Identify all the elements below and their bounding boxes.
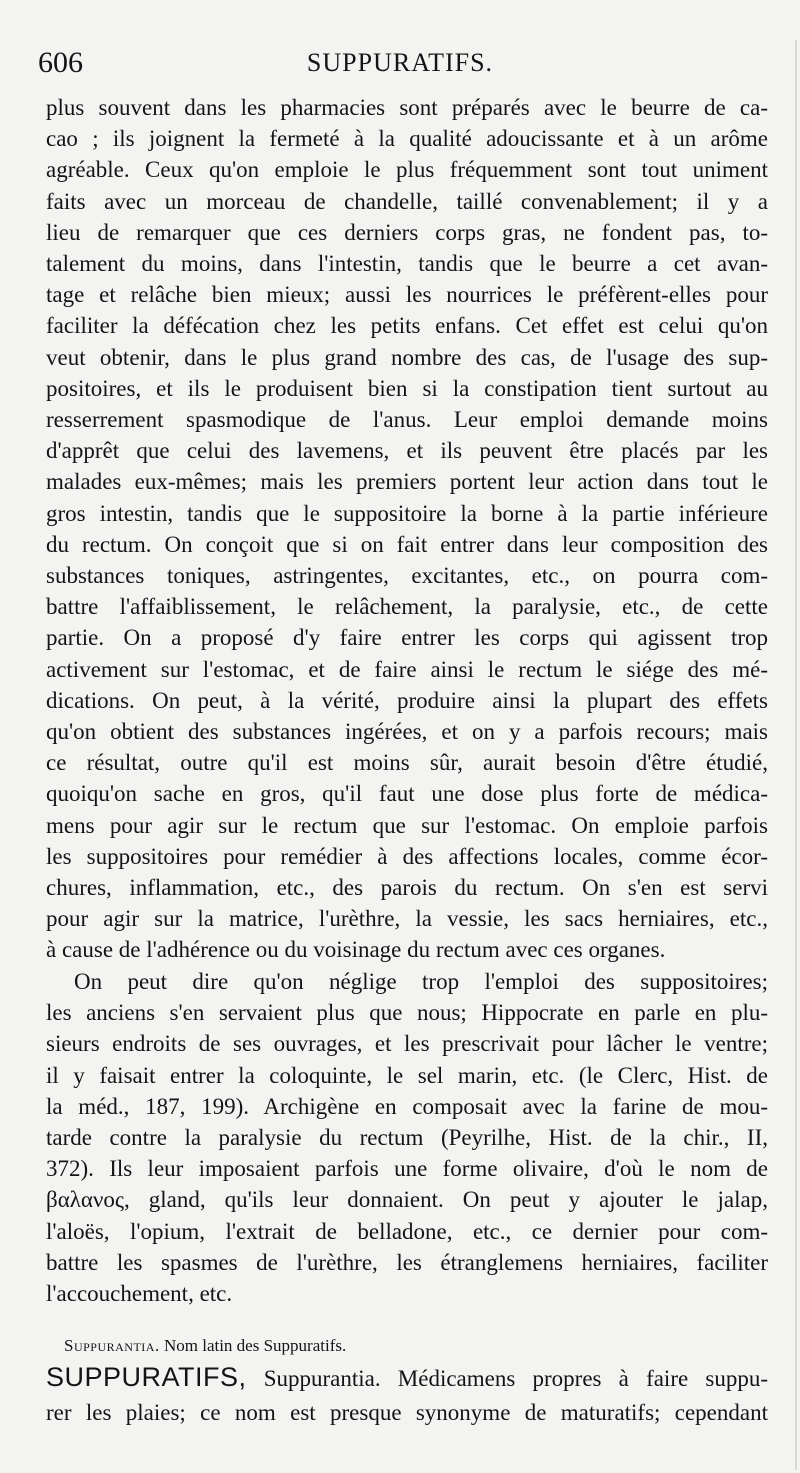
page-header [0, 46, 800, 86]
text-line: plus souvent dans les pharmacies sont préparés avec le beurre de ca- [46, 95, 768, 120]
text-line: veut obtenir, dans le plus grand nombre des cas, de l'usage des sup- [46, 344, 768, 370]
text-line: l'aloës, l'opium, l'extrait de belladone, etc., ce dernier pour com- [46, 1218, 768, 1244]
text-line: dications. On peut, à la vérité, produire ainsi la plupart des effets [46, 687, 768, 713]
body-paragraph-2 [46, 966, 768, 1309]
entry-line-1 [46, 1360, 768, 1396]
page-number: 606 [38, 46, 83, 79]
text-line: d'apprêt que celui des lavemens, et ils peuvent être placés par les [46, 438, 768, 464]
text-line: tage et relâche bien mieux; aussi les nourrices le préfèrent-elles pour [46, 282, 768, 308]
text-line: activement sur l'estomac, et de faire ainsi le rectum le siége des mé- [46, 656, 768, 682]
text-line: mens pour agir sur le rectum que sur l'estomac. On emploie parfois [46, 812, 768, 838]
text-line: talement du moins, dans l'intestin, tandis que le beurre a cet avan- [46, 251, 768, 277]
text-line: 372). Ils leur imposaient parfois une forme olivaire, d'où le nom de [46, 1156, 768, 1182]
text-line: du rectum. On conçoit que si on fait entrer dans leur composition des [46, 531, 768, 557]
text-line: ce résultat, outre qu'il est moins sûr, aurait besoin d'être étudié, [46, 750, 768, 776]
text-line: agréable. Ceux qu'on emploie le plus fréquemment sont tout uniment [46, 157, 768, 183]
text-line: positoires, et ils le produisent bien si la constipation tient surtout au [46, 375, 768, 401]
text-line: qu'on obtient des substances ingérées, et on y a parfois recours; mais [46, 719, 768, 745]
text-line: gros intestin, tandis que le suppositoire la borne à la partie inférieure [46, 500, 768, 526]
text-line: sieurs endroits de ses ouvrages, et les prescrivait pour lâcher le ventre; [46, 1031, 768, 1057]
text-line: pour agir sur la matrice, l'urèthre, la vessie, les sacs herniaires, etc., [46, 906, 768, 932]
body-paragraph-1 [46, 92, 768, 966]
text-line: à cause de l'adhérence ou du voisinage du rectum avec ces organes. [46, 937, 666, 963]
text-line: battre l'affaiblissement, le relâchement, la paralysie, etc., de cette [46, 594, 768, 620]
text-line: chures, inflammation, etc., des parois du rectum. On s'en est servi [46, 875, 768, 901]
text-line: lieu de remarquer que ces derniers corps gras, ne fondent pas, to- [46, 219, 768, 245]
note-text: Nom latin des Suppuratifs. [163, 1336, 347, 1355]
text-line: quoiqu'on sache en gros, qu'il faut une dose plus forte de médica- [46, 781, 768, 807]
text-line: tarde contre la paralysie du rectum (Peyrilhe, Hist. de la chir., II, [46, 1125, 768, 1151]
entry-definition-start: Suppurantia. Médicamens propres à faire suppu- [263, 1366, 768, 1391]
text-line: battre les spasmes de l'urèthre, les étranglemens herniaires, faciliter [46, 1249, 768, 1275]
text-line: partie. On a proposé d'y faire entrer les corps qui agissent trop [46, 625, 768, 651]
text-line: βαλανος, gland, qu'ils leur donnaient. On peut y ajouter le jalap, [46, 1187, 768, 1213]
text-line: resserrement spasmodique de l'anus. Leur emploi demande moins [46, 407, 768, 433]
running-head: SUPPURATIFS. [306, 48, 494, 77]
text-line: les anciens s'en servaient plus que nous; Hippocrate en parle en plu- [46, 1000, 768, 1026]
text-line: les suppositoires pour remédier à des affections locales, comme écor- [46, 843, 768, 869]
text-line: cao ; ils joignent la fermeté à la qualité adoucissante et à un arôme [46, 126, 768, 152]
text-line: la méd., 187, 199). Archigène en composait avec la farine de mou- [46, 1093, 768, 1119]
text-line: faits avec un morceau de chandelle, taillé convenablement; il y a [46, 188, 768, 214]
text-line: il y faisait entrer la coloquinte, le sel marin, etc. (le Clerc, Hist. de [46, 1062, 768, 1088]
latin-name-note [64, 1333, 346, 1359]
paragraph-text [46, 92, 768, 966]
note-term: Suppurantia. [64, 1336, 160, 1355]
text-line: l'accouchement, etc. [46, 1281, 233, 1307]
text-line: substances toniques, astringentes, excitantes, etc., on pourra com- [46, 563, 768, 589]
entry-headword: SUPPURATIFS, [46, 1362, 247, 1392]
text-line: On peut dire qu'on néglige trop l'emploi des suppositoires; [74, 969, 768, 994]
text-line: faciliter la défécation chez les petits enfans. Cet effet est celui qu'on [46, 313, 768, 339]
paragraph-text [46, 966, 768, 1309]
entry-line-2: rer les plaies; ce nom est presque synonyme de maturatifs; cependant [46, 1400, 768, 1425]
dictionary-entry-suppuratifs [46, 1360, 768, 1430]
text-line: malades eux-mêmes; mais les premiers portent leur action dans tout le [46, 469, 768, 495]
